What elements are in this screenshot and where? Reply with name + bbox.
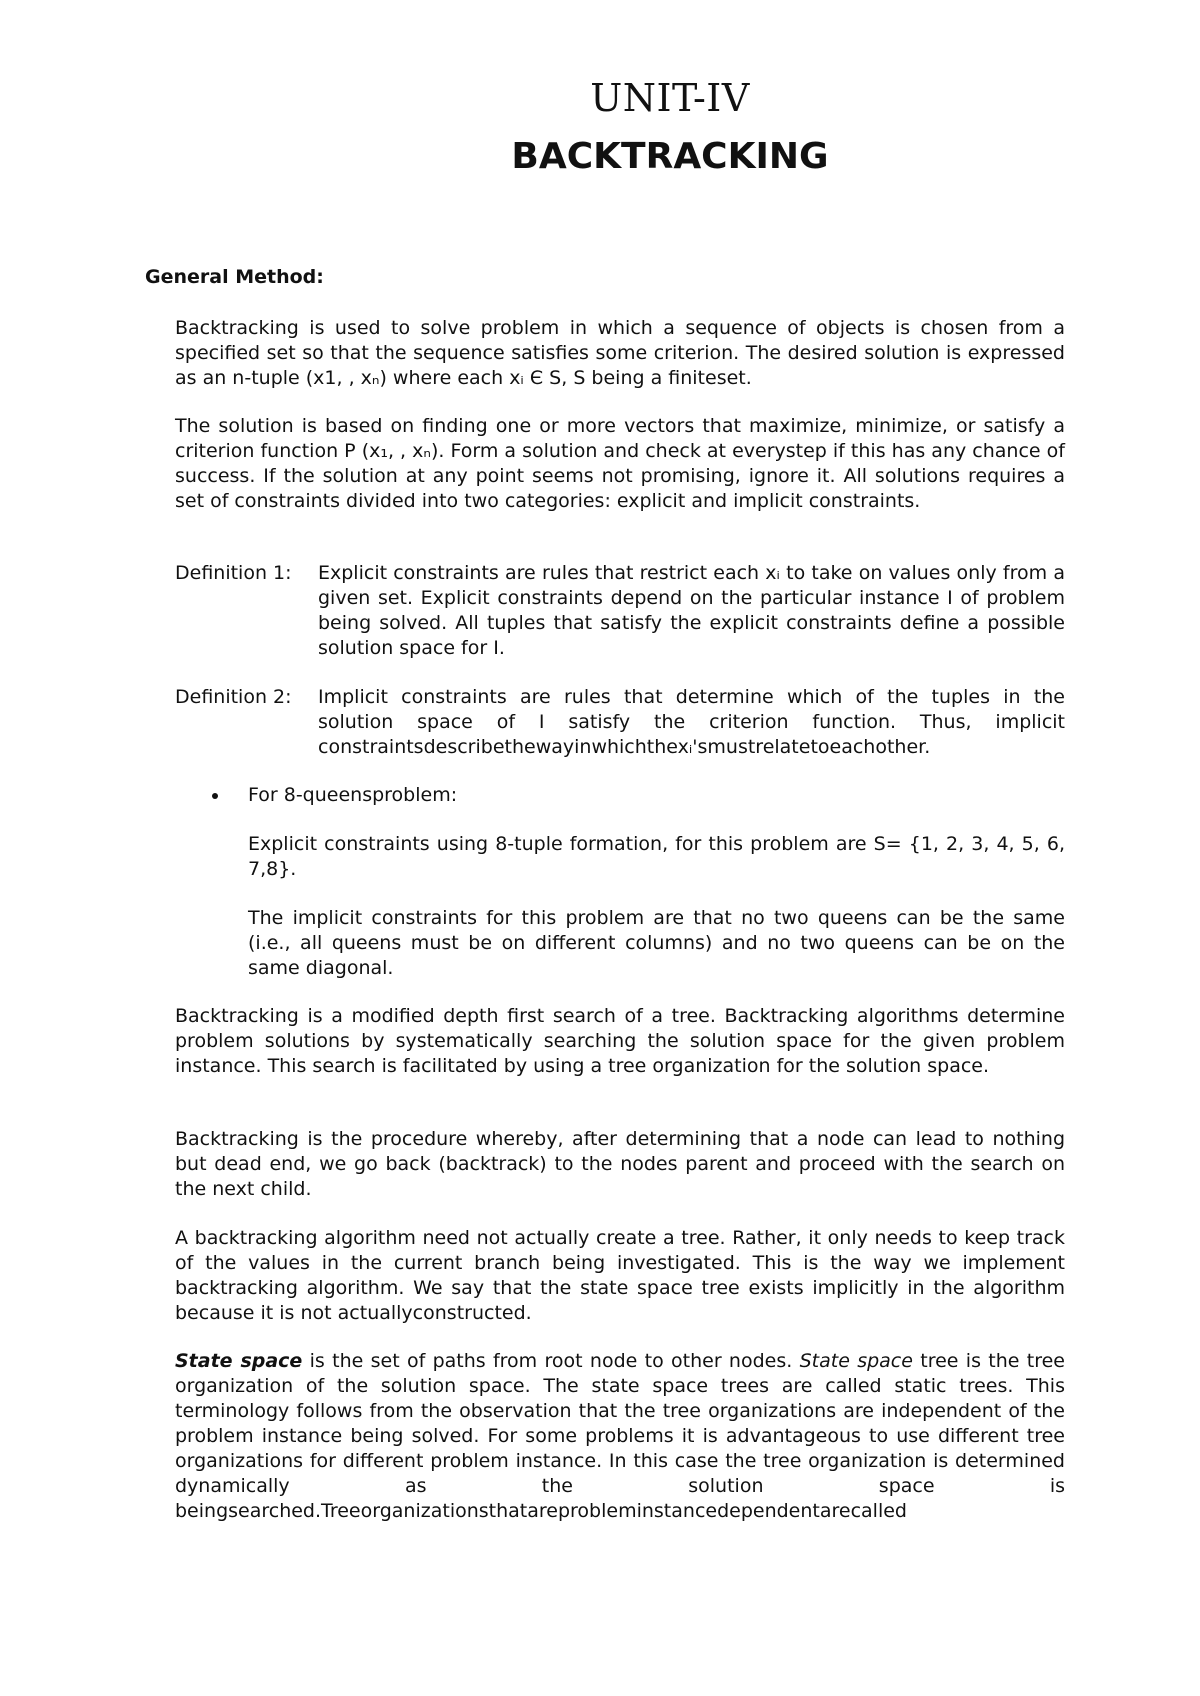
paragraph-fragment: tree is the tree organization of the solution space. The state space trees are called static trees. This terminology follows from the observation that the tree organizations are independent of the problem instance being solved. For some problems it is advantageous to use different tree organizations for different problem instance. In this case the tree organization is determined dynamically as the solution space is beingsearched.Treeorganizationsthatareprobleminstancedependentarecalled <box>175 1350 1065 1522</box>
paragraph-text: Backtracking is a modified depth first search of a tree. Backtracking algorithms determine problem solutions by systematically searching the solution space for the given problem instance. This search is facilitated by using a tree organization for the solution space. <box>175 1005 1065 1077</box>
paragraph-fragment: is the set of paths from root node to other nodes. <box>302 1350 800 1372</box>
explicit-constraints-text: Explicit constraints using 8-tuple formation, for this problem are S= {1, 2, 3, 4, 5, 6, 7,8}. <box>248 833 1065 880</box>
page-subtitle: BACKTRACKING <box>511 136 829 177</box>
definition-label: Definition 1: <box>175 562 292 584</box>
definition-text: Implicit constraints are rules that determine which of the tuples in the solution space of I satisfy the criterion function. Thus, implicit constraintsdescribethewayinwhichthexᵢ'smustrelatetoeachother. <box>318 686 1065 758</box>
definition-label: Definition 2: <box>175 686 292 708</box>
paragraph-state-space <box>175 1349 1065 1524</box>
paragraph-procedure <box>175 1127 1065 1202</box>
bullet-icon <box>212 793 218 799</box>
definition-1 <box>175 561 1065 661</box>
paragraph-algorithm <box>175 1226 1065 1326</box>
paragraph-text: Backtracking is the procedure whereby, after determining that a node can lead to nothing but dead end, we go back (backtrack) to the nodes parent and proceed with the search on the next child. <box>175 1128 1065 1200</box>
bullet-item <box>212 783 457 808</box>
paragraph-text: The solution is based on finding one or more vectors that maximize, minimize, or satisfy a criterion function P (x₁, , xₙ). Form a solution and check at everystep if this has any chance of success. If the solution at any point seems not promising, ignore it. All solutions requires a set of constraints divided into two categories: explicit and implicit constraints. <box>175 415 1065 512</box>
paragraph-dfs <box>175 1004 1065 1079</box>
page-title: UNIT-IV <box>590 76 750 120</box>
paragraph-text: Backtracking is used to solve problem in which a sequence of objects is chosen from a specified set so that the sequence satisfies some criterion. The desired solution is expressed as an n-tuple (x1, , xₙ) where each xᵢ Є S, S being a finiteset. <box>175 317 1065 389</box>
paragraph-solution <box>175 414 1065 514</box>
implicit-constraints-text: The implicit constraints for this problem are that no two queens can be the same (i.e., all queens must be on different columns) and no two queens can be on the same diagonal. <box>248 907 1065 979</box>
definition-text: Explicit constraints are rules that restrict each xᵢ to take on values only from a given set. Explicit constraints depend on the particular instance I of problem being solved. All tuples that satisfy the explicit constraints define a possible solution space for I. <box>318 562 1065 659</box>
paragraph-text <box>175 1349 1065 1524</box>
paragraph-text: A backtracking algorithm need not actually create a tree. Rather, it only needs to keep track of the values in the current branch being investigated. This is the way we implement backtracking algorithm. We say that the state space tree exists implicitly in the algorithm because it is not actuallyconstructed. <box>175 1227 1065 1324</box>
definition-2 <box>175 685 1065 760</box>
section-heading: General Method: <box>145 266 324 288</box>
paragraph-intro <box>175 316 1065 391</box>
term-state-space: State space <box>175 1350 303 1372</box>
term-state-space-italic: State space <box>799 1350 913 1372</box>
bullet-text: For 8-queensproblem: <box>248 784 458 806</box>
